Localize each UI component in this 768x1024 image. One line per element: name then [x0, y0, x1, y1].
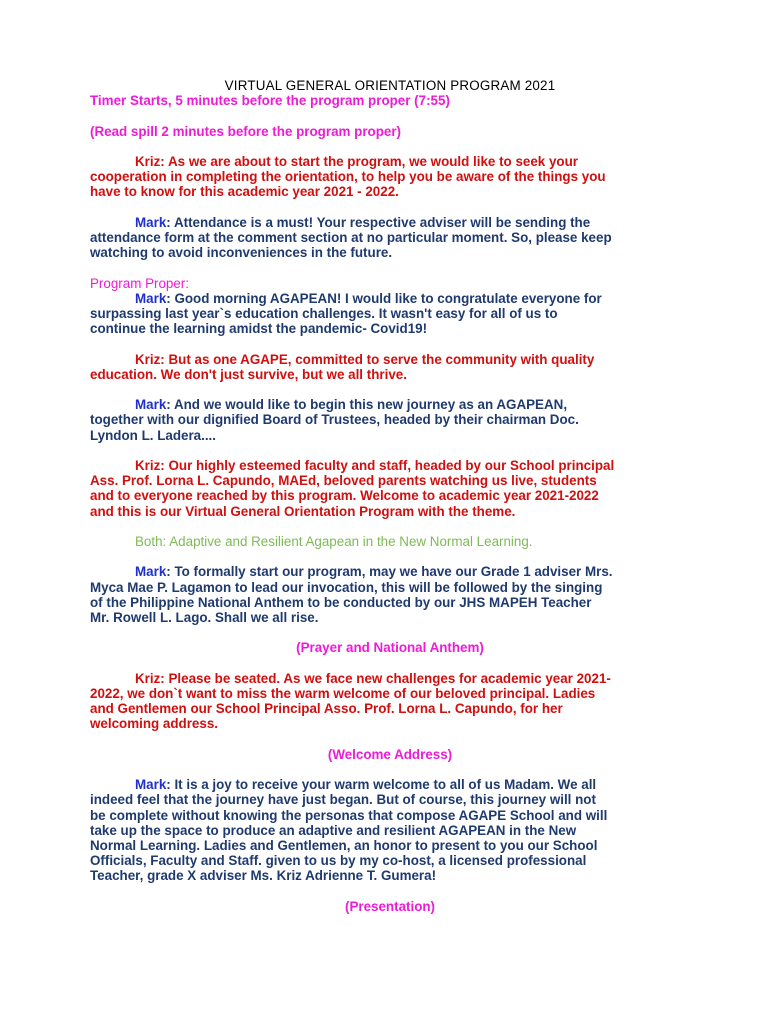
speaker-mark: Mark — [135, 564, 167, 580]
speaker-mark: Mark — [135, 777, 167, 793]
paragraph-mark-1: Mark: Attendance is a must! Your respective adviser will be sending the attendance form at the comment section at no particular moment. So, please keep watching to avoid inconveniences in the future. — [90, 214, 612, 261]
presentation-cue: (Presentation) — [344, 898, 436, 914]
timer-note: Timer Starts, 5 minutes before the program proper (7:55) — [90, 93, 450, 109]
paragraph-mark-4: Mark: To formally start our program, may we have our Grade 1 adviser Mrs. Myca Mae P. Lagamon to lead our invocation, this will be followed by the singing of the Philippine National Anthem to be conducted by our JHS MAPEH Teacher Mr. Rowell L. Lago. Shall we all rise. — [90, 564, 613, 625]
paragraph-kriz-2: Kriz: But as one AGAPE, committed to serve the community with quality education. We don't just survive, but we all thrive. — [90, 351, 595, 382]
speaker-kriz: Kriz: — [135, 153, 165, 169]
paragraph-mark-2: Mark: Good morning AGAPEAN! I would like to congratulate everyone for surpassing last year`s education challenges. It wasn't easy for all of us to continue the learning amidst the pandemic- Covid19! — [90, 290, 602, 337]
welcome-cue: (Welcome Address) — [327, 746, 453, 762]
paragraph-kriz-3: Kriz: Our highly esteemed faculty and staff, headed by our School principal Ass. Prof. Lorna L. Capundo, MAEd, beloved parents watching us live, students and to everyone reached by this program. Welcome to academic year 2021-2022 and this is our Virtual General Orientation Program with the theme. — [90, 457, 615, 519]
program-proper-heading: Program Proper: — [90, 275, 189, 291]
paragraph-kriz-4: Kriz: Please be seated. As we face new challenges for academic year 2021- 2022, we don`t want to miss the warm welcome of our beloved principal. Ladies and Gentlemen our School Principal Asso. Prof. Lorna L. Capundo, for her welcoming address. — [90, 670, 611, 732]
read-spill-note: (Read spill 2 minutes before the program proper) — [90, 123, 402, 139]
document-title: VIRTUAL GENERAL ORIENTATION PROGRAM 2021 — [224, 78, 556, 93]
paragraph-kriz-1: Kriz: As we are about to start the program, we would like to seek your cooperation in completing the orientation, to help you be aware of the things you have to know for this academic year 2021 - 2022. — [90, 153, 606, 200]
paragraph-mark-3: Mark: And we would like to begin this new journey as an AGAPEAN, together with our dignified Board of Trustees, headed by their chairman Doc. Lyndon L. Ladera.... — [90, 397, 579, 443]
paragraph-mark-5: Mark: It is a joy to receive your warm welcome to all of us Madam. We all indeed feel that the journey have just began. But of course, this journey will not be complete without knowing the personas that compose AGAPE School and will take up the space to produce an adaptive and resilient AGAPEAN in the New Normal Learning. Ladies and Gentlemen, an honor to present to you our School Officials, Faculty and Staff. given to us by my co-host, a licensed professional Teacher, grade X adviser Ms. Kriz Adrienne T. Gumera! — [90, 777, 608, 884]
speaker-mark: Mark — [135, 397, 167, 413]
both-theme-line: Both: Adaptive and Resilient Agapean in the New Normal Learning. — [135, 533, 533, 549]
speaker-mark: Mark — [135, 214, 167, 230]
document-page — [90, 78, 690, 914]
prayer-cue: (Prayer and National Anthem) — [296, 640, 484, 656]
speaker-mark: Mark — [135, 290, 167, 306]
